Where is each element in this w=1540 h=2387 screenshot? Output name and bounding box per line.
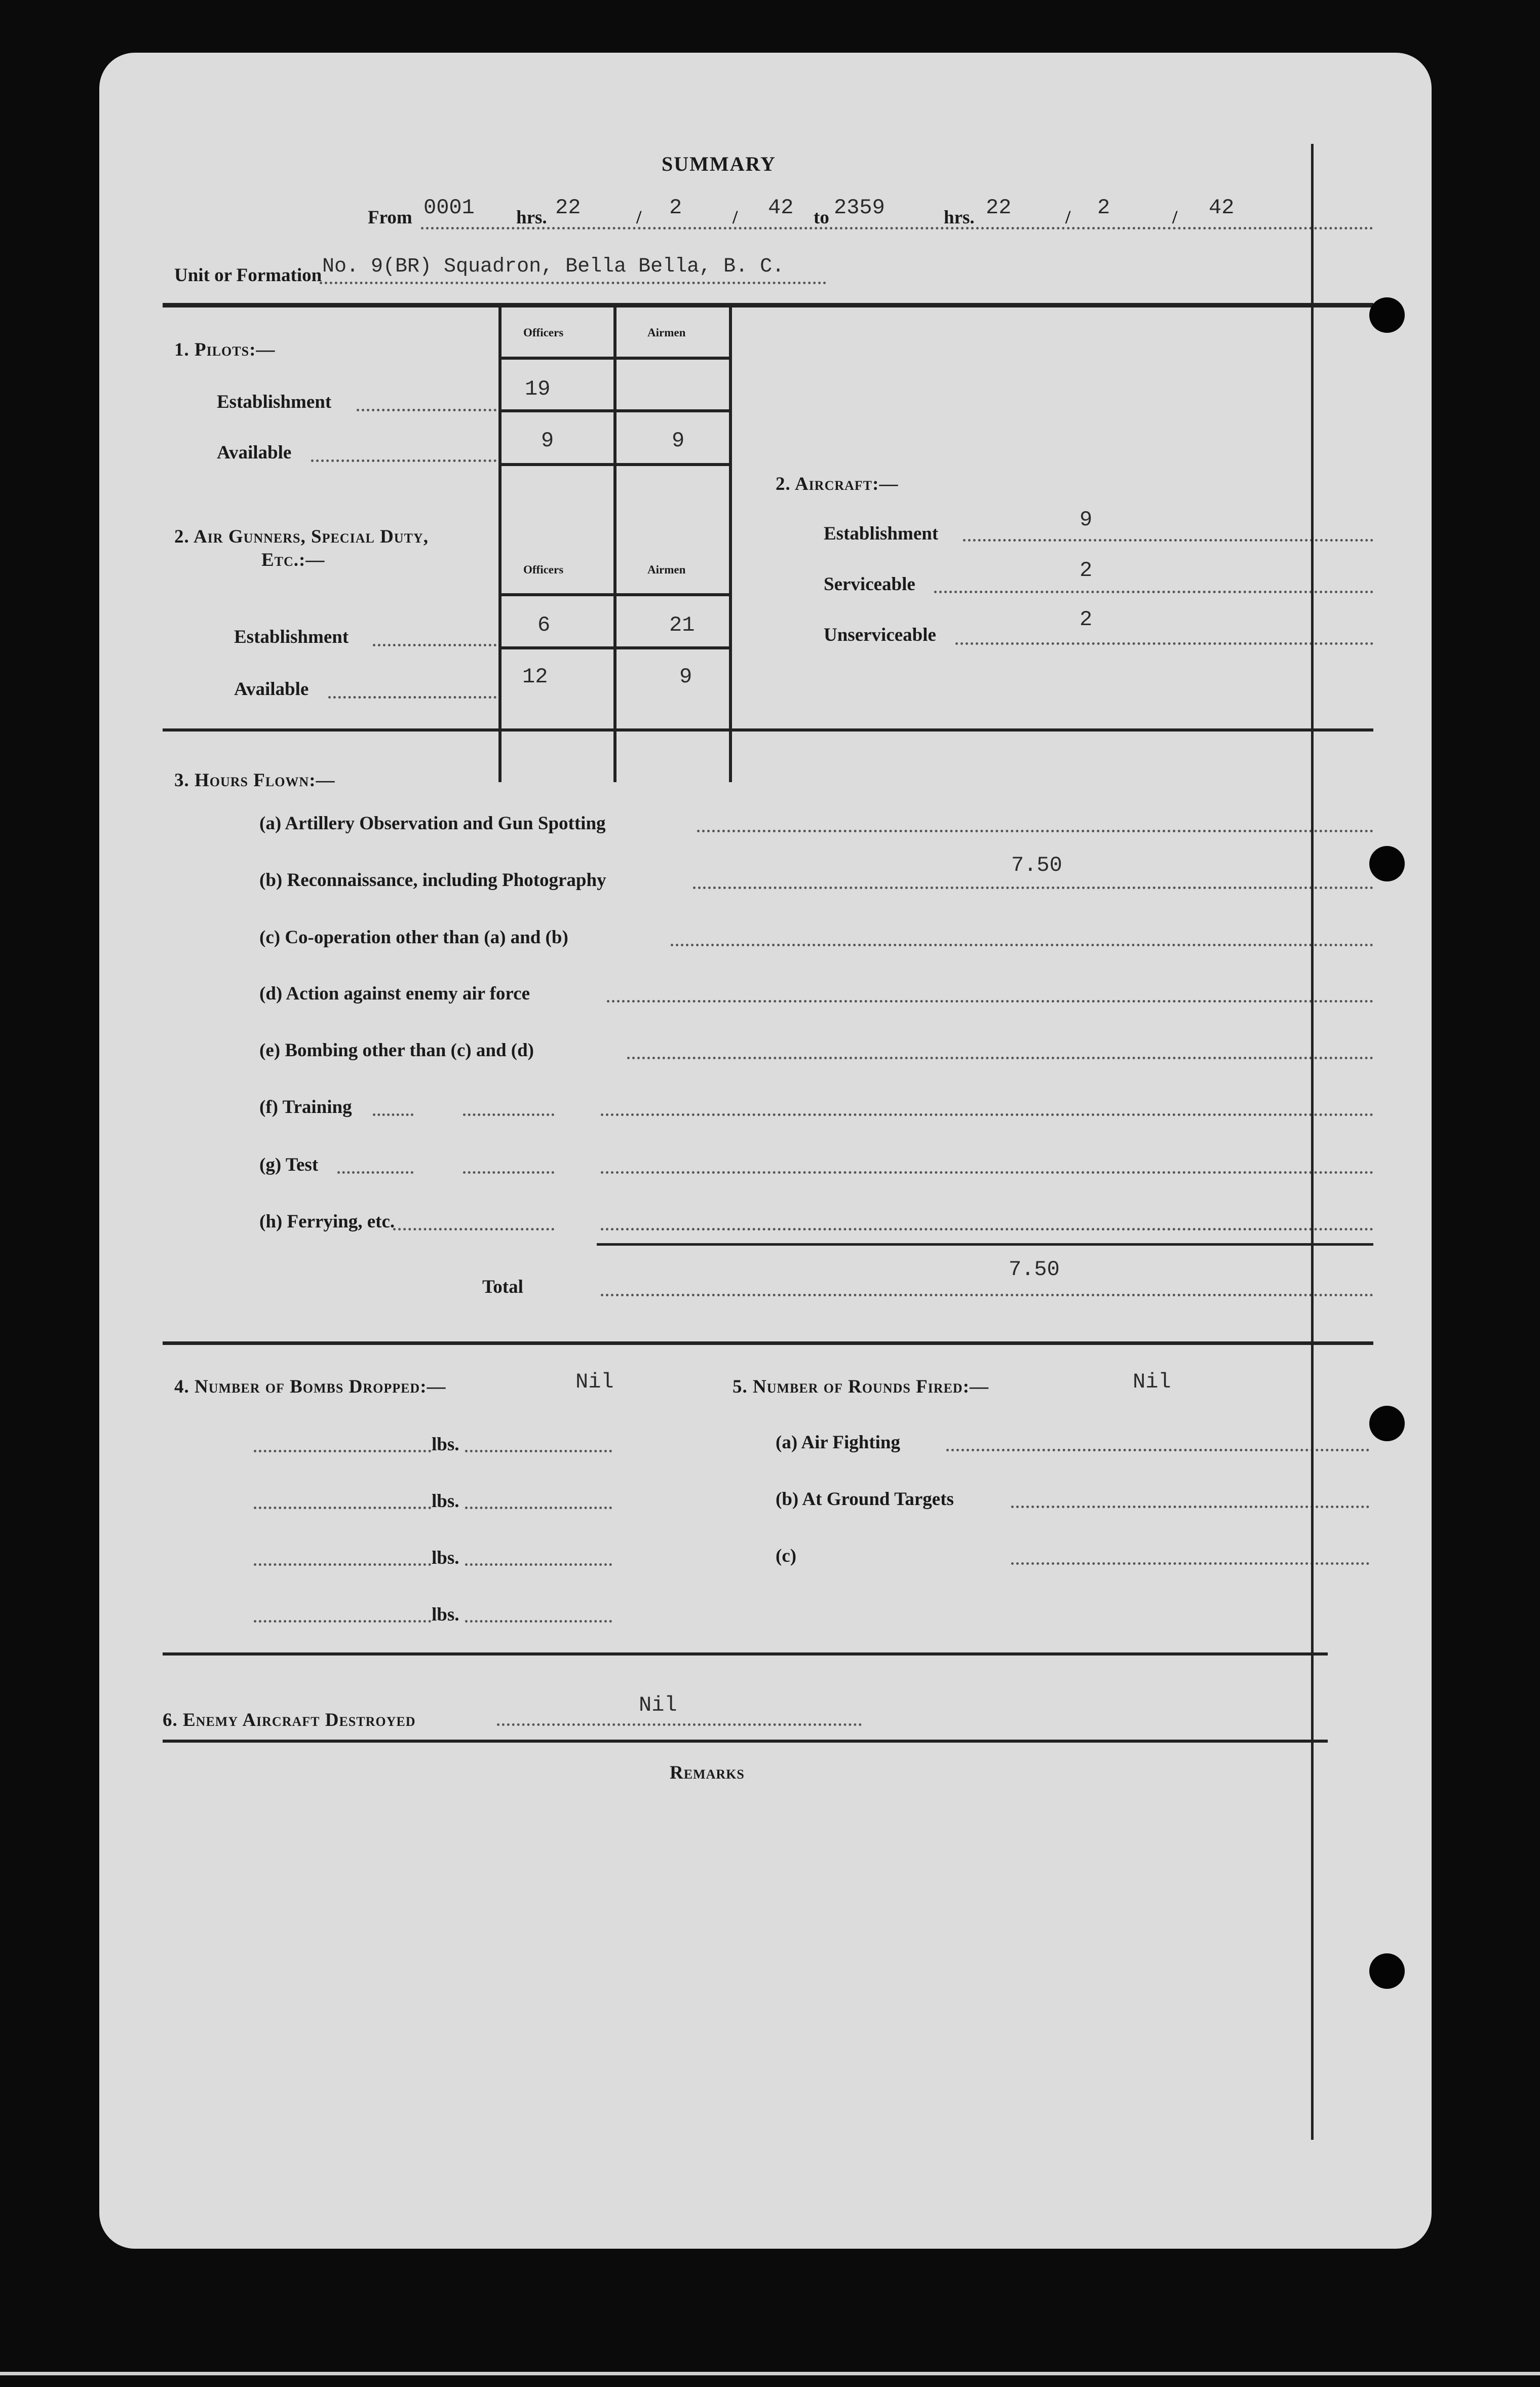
bombs-heading: 4. Number of Bombs Dropped:— [174, 1376, 446, 1397]
margin-rule [1311, 144, 1314, 2140]
dotted-leader [463, 1171, 554, 1174]
aircraft-establishment-label: Establishment [824, 523, 939, 544]
dotted-leader [601, 1171, 1373, 1174]
from-time: 0001 [423, 196, 475, 220]
bombs-lbs-2: lbs. [432, 1491, 459, 1512]
bombs-lbs-4: lbs. [432, 1604, 459, 1625]
date-slash: / [733, 207, 738, 228]
gunners-heading-2: Etc.:— [261, 550, 325, 570]
hours-item-b-label: (b) Reconnaissance, including Photography [259, 870, 606, 891]
dotted-leader [373, 644, 496, 646]
hours-item-b-value: 7.50 [1011, 853, 1062, 877]
enemy-value: Nil [639, 1693, 677, 1717]
dotted-leader [693, 887, 1373, 889]
dotted-leader [1011, 1506, 1369, 1508]
dotted-leader [1011, 1562, 1369, 1565]
dotted-leader [337, 1171, 413, 1174]
pilots-available-airmen: 9 [672, 429, 685, 453]
section-rule [163, 1740, 1328, 1743]
dotted-leader [697, 830, 1373, 832]
dotted-leader [254, 1507, 431, 1509]
bombs-value: Nil [575, 1370, 614, 1394]
dotted-leader [357, 409, 496, 411]
hours-heading: 3. Hours Flown:— [174, 770, 335, 791]
gunners-airmen-header: Airmen [647, 563, 686, 576]
dotted-leader [465, 1620, 612, 1623]
section-rule [163, 303, 1373, 307]
binder-hole [1369, 1406, 1405, 1441]
section-rule [163, 1652, 1328, 1655]
aircraft-establishment-value: 9 [1080, 508, 1093, 532]
total-rule [597, 1243, 1373, 1246]
rounds-ground-label: (b) At Ground Targets [776, 1489, 954, 1510]
rounds-c-label: (c) [776, 1546, 797, 1566]
dotted-leader [328, 696, 496, 699]
pilots-available-officers: 9 [541, 429, 554, 453]
gunners-establishment-label: Establishment [234, 627, 349, 647]
table-border [729, 306, 732, 782]
date-slash: / [1172, 207, 1178, 228]
dotted-leader [373, 1113, 413, 1116]
from-year: 42 [768, 196, 794, 220]
binder-hole [1369, 846, 1405, 881]
hours-item-f-label: (f) Training [259, 1097, 352, 1118]
rounds-heading: 5. Number of Rounds Fired:— [733, 1376, 989, 1397]
table-border [498, 646, 732, 649]
hours-item-h-label: (h) Ferrying, etc. [259, 1211, 395, 1232]
gunners-establishment-officers: 6 [537, 613, 551, 637]
aircraft-heading: 2. Aircraft:— [776, 474, 899, 494]
dotted-leader [465, 1563, 612, 1566]
remarks-heading: Remarks [670, 1762, 745, 1783]
date-slash: / [636, 207, 642, 228]
dotted-leader [254, 1563, 431, 1566]
gunners-heading: 2. Air Gunners, Special Duty, [174, 526, 429, 547]
dotted-leader [601, 1294, 1373, 1296]
dotted-leader [254, 1620, 431, 1623]
bombs-lbs-3: lbs. [432, 1548, 459, 1568]
dotted-leader [463, 1113, 554, 1116]
section-rule [163, 728, 1373, 732]
gunners-available-airmen: 9 [679, 665, 692, 689]
section-rule [163, 1341, 1373, 1345]
pilots-establishment-officers: 19 [525, 377, 551, 401]
to-label: to [814, 207, 829, 228]
table-border [498, 463, 732, 466]
hours-total-label: Total [482, 1277, 523, 1297]
bombs-lbs-1: lbs. [432, 1434, 459, 1455]
pilots-establishment-label: Establishment [217, 392, 332, 412]
aircraft-serviceable-value: 2 [1080, 558, 1093, 583]
dotted-leader [254, 1450, 431, 1452]
dotted-leader [465, 1507, 612, 1509]
unit-label: Unit or Formation [174, 265, 322, 286]
dotted-leader [497, 1723, 862, 1726]
binder-hole [1369, 1953, 1405, 1989]
dotted-leader [671, 944, 1373, 946]
unit-dotted-line [320, 282, 826, 284]
dotted-leader [393, 1228, 554, 1230]
hours-item-c-label: (c) Co-operation other than (a) and (b) [259, 927, 568, 948]
gunners-establishment-airmen: 21 [669, 613, 695, 637]
from-day: 22 [555, 196, 581, 220]
hrs-label-2: hrs. [944, 207, 975, 228]
dotted-leader [607, 1000, 1373, 1003]
pilots-airmen-header: Airmen [647, 326, 686, 339]
rounds-air-label: (a) Air Fighting [776, 1432, 900, 1453]
dotted-leader [311, 459, 496, 462]
dotted-leader [934, 591, 1373, 593]
form-title: SUMMARY [662, 152, 776, 175]
hours-total-value: 7.50 [1009, 1257, 1060, 1282]
gunners-available-label: Available [234, 679, 309, 700]
form-sheet [99, 53, 1432, 2249]
dotted-leader [946, 1449, 1369, 1451]
table-border [498, 593, 732, 596]
unit-value: No. 9(BR) Squadron, Bella Bella, B. C. [322, 255, 785, 278]
hrs-label: hrs. [516, 207, 547, 228]
pilots-heading: 1. Pilots:— [174, 339, 276, 360]
dotted-leader [601, 1113, 1373, 1116]
hours-item-d-label: (d) Action against enemy air force [259, 983, 530, 1004]
from-label: From [368, 207, 412, 228]
gunners-available-officers: 12 [522, 665, 548, 689]
aircraft-unserviceable-value: 2 [1080, 607, 1093, 632]
to-time: 2359 [834, 196, 885, 220]
table-border [498, 306, 502, 782]
dotted-leader [465, 1450, 612, 1452]
film-edge [0, 2372, 1540, 2375]
aircraft-serviceable-label: Serviceable [824, 574, 915, 595]
rounds-value: Nil [1133, 1370, 1171, 1394]
aircraft-unserviceable-label: Unserviceable [824, 625, 936, 645]
hours-item-a-label: (a) Artillery Observation and Gun Spotting [259, 813, 606, 834]
date-slash: / [1065, 207, 1071, 228]
dotted-leader [627, 1057, 1373, 1059]
enemy-heading: 6. Enemy Aircraft Destroyed [163, 1710, 416, 1730]
hours-item-g-label: (g) Test [259, 1154, 319, 1175]
from-month: 2 [669, 196, 682, 220]
from-dotted-line [421, 227, 1373, 229]
hours-item-e-label: (e) Bombing other than (c) and (d) [259, 1040, 534, 1061]
binder-hole [1369, 297, 1405, 333]
pilots-available-label: Available [217, 442, 292, 463]
gunners-officers-header: Officers [523, 563, 564, 576]
to-day: 22 [986, 196, 1012, 220]
dotted-leader [601, 1228, 1373, 1230]
to-year: 42 [1209, 196, 1235, 220]
table-border [498, 357, 732, 360]
pilots-officers-header: Officers [523, 326, 564, 339]
table-border [498, 409, 732, 412]
to-month: 2 [1097, 196, 1110, 220]
table-border [613, 306, 617, 782]
